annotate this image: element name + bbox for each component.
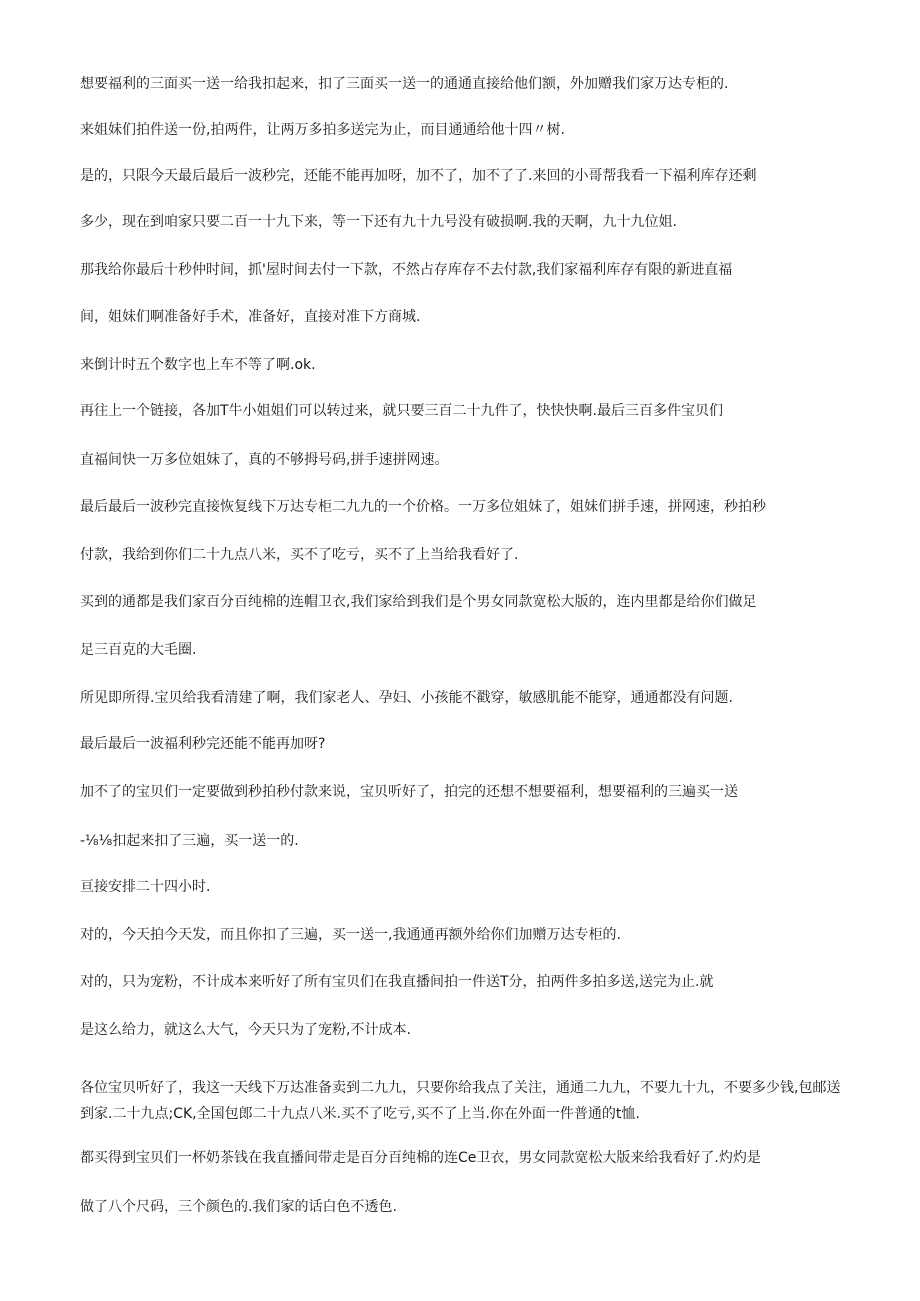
text-line: 做了八个尺码，三个颜色的.我们家的话白色不透色. [80, 1199, 397, 1215]
text-line: 对的，只为宠粉，不计成本来听好了所有宝贝们在我直播间拍一件送T分，拍两件多拍多送,送完为止.就 [80, 974, 714, 990]
text-line: 是的，只限今天最后最后一波秒完，还能不能再加呀，加不了，加不了了.来回的小哥帮我看一下福利库存还剩 [80, 168, 757, 184]
text-line: 都买得到宝贝们一杯奶茶钱在我直播间带走是百分百纯棉的连Ce卫衣，男女同款宽松大版来给我看好了.灼灼是 [80, 1150, 761, 1166]
text-line: 最后最后一波福利秒完还能不能再加呀? [80, 736, 326, 752]
text-line: 足三百克的大毛圈. [80, 642, 197, 658]
text-line: 亘接安排二十四小时. [80, 879, 211, 895]
text-line: 最后最后一波秒完直接恢复线下万达专柜二九九的一个价格。一万多位姐妹了，姐妹们拼手速，拼网速，秒拍秒 [80, 499, 766, 515]
text-line: 那我给你最后十秒仲时间，抓'屋时间去付一下款，不然占存库存不去付款,我们家福利库存有限的新进直福 [80, 262, 733, 278]
text-line: 直福间快一万多位姐妹了，真的不够拇号码,拼手速拼网速。 [80, 452, 449, 468]
text-paragraph: 各位宝贝听好了，我这一天线下万达准备卖到二九九，只要你给我点了关注，通通二九九，不要九十九，不要多少钱,包邮送到家.二十九点;CK,全国包郎二十九点八米.买不了吃亏,买不了上当.你在外面一件普通的t恤. [80, 1080, 841, 1122]
text-line: 来倒计时五个数字也上车不等了啊.ok. [80, 357, 316, 373]
text-line: 加不了的宝贝们一定要做到秒拍秒付款来说，宝贝听好了，拍完的还想不想要福利，想要福利的三遍买一送 [80, 784, 738, 800]
text-line: 多少，现在到咱家只要二百一十九下来，等一下还有九十九号没有破损啊.我的天啊，九十九位姐. [80, 214, 677, 230]
text-line: 来姐妹们拍件送一份,拍两件，让两万多拍多送完为止，而目通通给他十四〃树. [80, 122, 565, 138]
text-line: 所见即所得.宝贝给我看清建了啊，我们家老人、孕妇、小孩能不戳穿，敏感肌能不能穿，通通都没有问题. [80, 690, 733, 706]
text-line: 是这么给力，就这么大气，今天只为了宠粉,不计成本. [80, 1022, 411, 1038]
text-line: -⅛⅛扣起来扣了三遍，买一送一的. [80, 833, 299, 849]
text-line: 间，姐妹们啊准备好手术，准备好，直接对准下方商城. [80, 309, 421, 325]
text-line: 付款，我给到你们二十九点八米，买不了吃亏，买不了上当给我看好了. [80, 547, 519, 563]
text-line: 买到的通都是我们家百分百纯棉的连帽卫衣,我们家给到我们是个男女同款宽松大版的，连内里都是给你们做足 [80, 594, 757, 610]
text-line: 对的，今天拍今天发，而且你扣了三遍，买一送一,我通通再额外给你们加赠万达专柜的. [80, 927, 621, 943]
text-line: 再往上一个链接，各加T牛小姐姐们可以转过来，就只要三百二十九件了，快快快啊.最后三百多件宝贝们 [80, 403, 723, 419]
text-line: 想要福利的三面买一送一给我扣起来，扣了三面买一送一的通通直接给他们额，外加赠我们家万达专柜的. [80, 76, 729, 92]
